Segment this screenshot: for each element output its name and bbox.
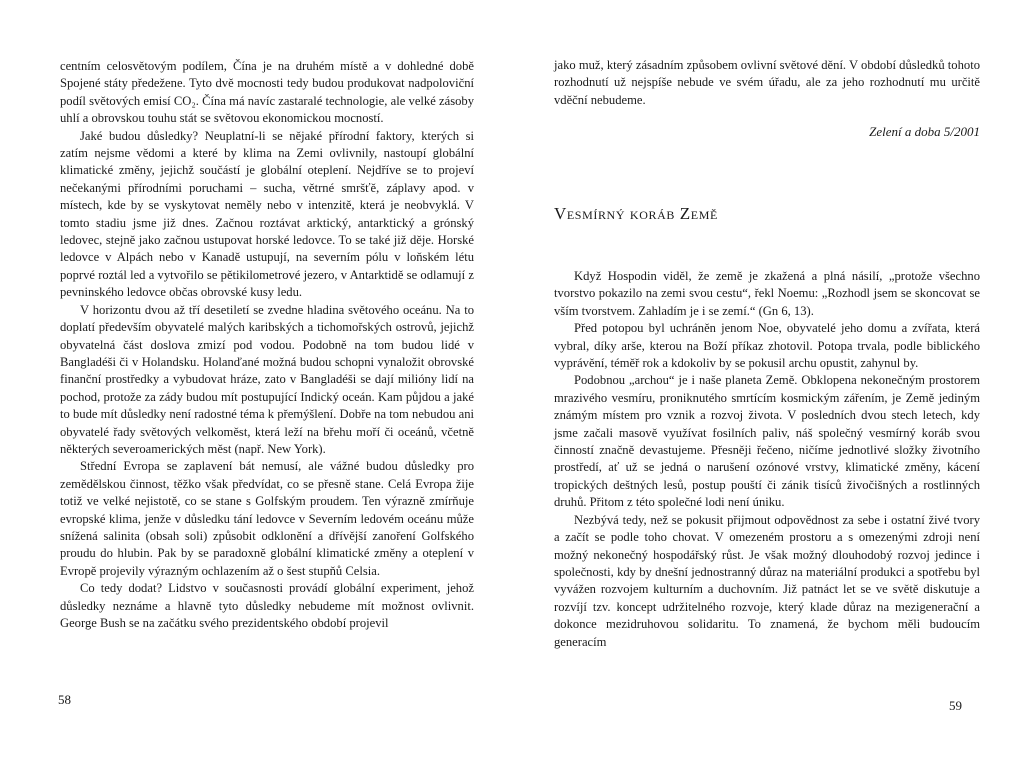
paragraph: Podobnou „archou“ je i naše planeta Země. Obklopena nekonečným prostorem mrazivého vesmíru, proniknutého smrtícím kosmickým zářením, je Země jediným známým místem pro vznik a rozvoj života. V posledních dvou stech letech, kdy jsme začali masově využívat fosilních paliv, náš společný vesmírný koráb svou činností značně devastujeme. Přesněji řečeno, ničíme jednotlivé složky životního prostředí, ať už se jedná o narušení ozónové vrstvy, klimatické změny, kácení tropických deštných lesů, postup pouští či zánik tisíců živočišných a rostlinných druhů. Přitom z této společné lodi není úniku. bbox=[554, 373, 980, 510]
right-page bbox=[512, 0, 1024, 759]
paragraph: Nezbývá tedy, než se pokusit přijmout odpovědnost za sebe i ostatní živé tvory a začít se podle toho chovat. V omezeném prostoru a s omezenými zdroji není možný nekonečný hospodářský růst. Je však možný dlouhodobý rozvoj jedince i společnosti, kdy by dnešní jednostranný důraz na materiální produkci a spotřebu byl vyvážen rozvojem kulturním a duchovním. Již patnáct let se ve světě diskutuje a rozvíjí tzv. koncept udržitelného rozvoje, který klade důraz na mezigenerační a dokonce mezidruhovou solidaritu. To znamená, že bychom měli budoucím generacím bbox=[554, 512, 980, 649]
page-number: 58 bbox=[58, 692, 71, 707]
right-top-text bbox=[554, 57, 980, 109]
page-number: 59 bbox=[949, 698, 962, 713]
paragraph: centním celosvětovým podílem, Čína je na druhém místě a v dohledné době Spojené státy předežene. Tyto dvě mocnosti tedy budou produkovat nadpoloviční podíl světových emisí CO₂. Čína má navíc zastaralé technologie, ale velké zásoby uhlí a obrovskou touhu stát se světovou ekonomickou mocností. bbox=[60, 59, 474, 126]
chapter-heading: Vesmírný koráb Země bbox=[554, 204, 718, 224]
paragraph: V horizontu dvou až tří desetiletí se zvedne hladina světového oceánu. Na to doplatí především obyvatelé malých karibských a tichomořských ostrovů, jejichž obyvatelná část doslova zmizí pod vodou. Podobně na tom budou lidé v Bangladéši či v Holandsku. Holanďané možná budou schopni vynaložit obrovské finanční prostředky a vybudovat hráze, zato v Bangladéši se dají milióny lidí na pochod, protože za zády budou mít postupující Indický oceán. Kam půjdou a jaké to bude mít důsledky není radostné téma k přemýšlení. Dobře na tom nebudou ani obyvatelé řady světových velkoměst, která leží na břehu moří či oceánů, včetně některých severoamerických měst (např. New York). bbox=[60, 302, 474, 456]
paragraph: Jaké budou důsledky? Neuplatní-li se nějaké přírodní faktory, kterých si zatím nejsme vědomi a které by klima na Zemi ovlivnily, nastoupí globální klimatické změny, jejichž součástí je globální oteplení. Nejdříve se to projeví nečekanými přírodními poruchami – sucha, větrné smršťě, záplavy apod. v místech, kde by se vyskytovat neměly nebo v intenzitě, která je neobvyklá. V tomto stadiu jsme již dnes. Začnou roztávat arktický, antarktický a grónský ledovec, stejně jako začnou ustupovat horské ledovce. To se také již děje. Horské ledovce v Alpách nebo v Kanadě ustupují, na severním pólu v loňském létu poprvé roztál led a vytvořilo se pětikilometrové jezero, v Antarktidě se odlamují z pevninského ledovce občas obrovské kusy ledu. bbox=[60, 128, 474, 300]
source-citation: Zelení a doba 5/2001 bbox=[869, 124, 980, 139]
left-text-column bbox=[60, 58, 474, 632]
right-text-column bbox=[554, 268, 980, 651]
paragraph: Střední Evropa se zaplavení bát nemusí, ale vážné budou důsledky pro zemědělskou činnost, těžko však předvídat, co se přesně stane. Celá Evropa žije totiž ve velké nejistotě, co se stane s Golfským proudem. Ten výrazně zmírňuje evropské klima, jenže v důsledku tání ledovce v Severním ledovém oceánu může snížená salinita (obsah soli) způsobit odklonění a dřívější zanoření Golfského proudu do hlubin. Pak by se paradoxně globální klimatické změny a oteplení v Evropě projevily výrazným ochlazením až o šest stupňů Celsia. bbox=[60, 459, 474, 578]
paragraph: jako muž, který zásadním způsobem ovlivní světové dění. V období důsledků tohoto rozhodnutí už nejspíše nebude ve svém úřadu, ale za jeho rozhodnutí mu určitě vděční nebudeme. bbox=[554, 58, 980, 107]
paragraph: Před potopou byl uchráněn jenom Noe, obyvatelé jeho domu a zvířata, která vybral, díky arše, kterou na Boží příkaz zhotovil. Potopa trvala, podle biblického vyprávění, téměř rok a kdokoliv by se pokusil archu opustit, zahynul by. bbox=[554, 321, 980, 371]
paragraph: Co tedy dodat? Lidstvo v současnosti provádí globální experiment, jehož důsledky neznáme a hlavně tyto důsledky nebudeme mít možnost ovlivnit. George Bush se na začátku svého prezidentského období projevil bbox=[60, 581, 474, 630]
paragraph: Když Hospodin viděl, že země je zkažená a plná násilí, „protože všechno tvorstvo pokazilo na zemi svou cestu“, řekl Noemu: „Rozhodl jsem se skoncovat se vším tvorstvem. Zahladím je i se zemí.“ (Gn 6, 13). bbox=[554, 269, 980, 318]
